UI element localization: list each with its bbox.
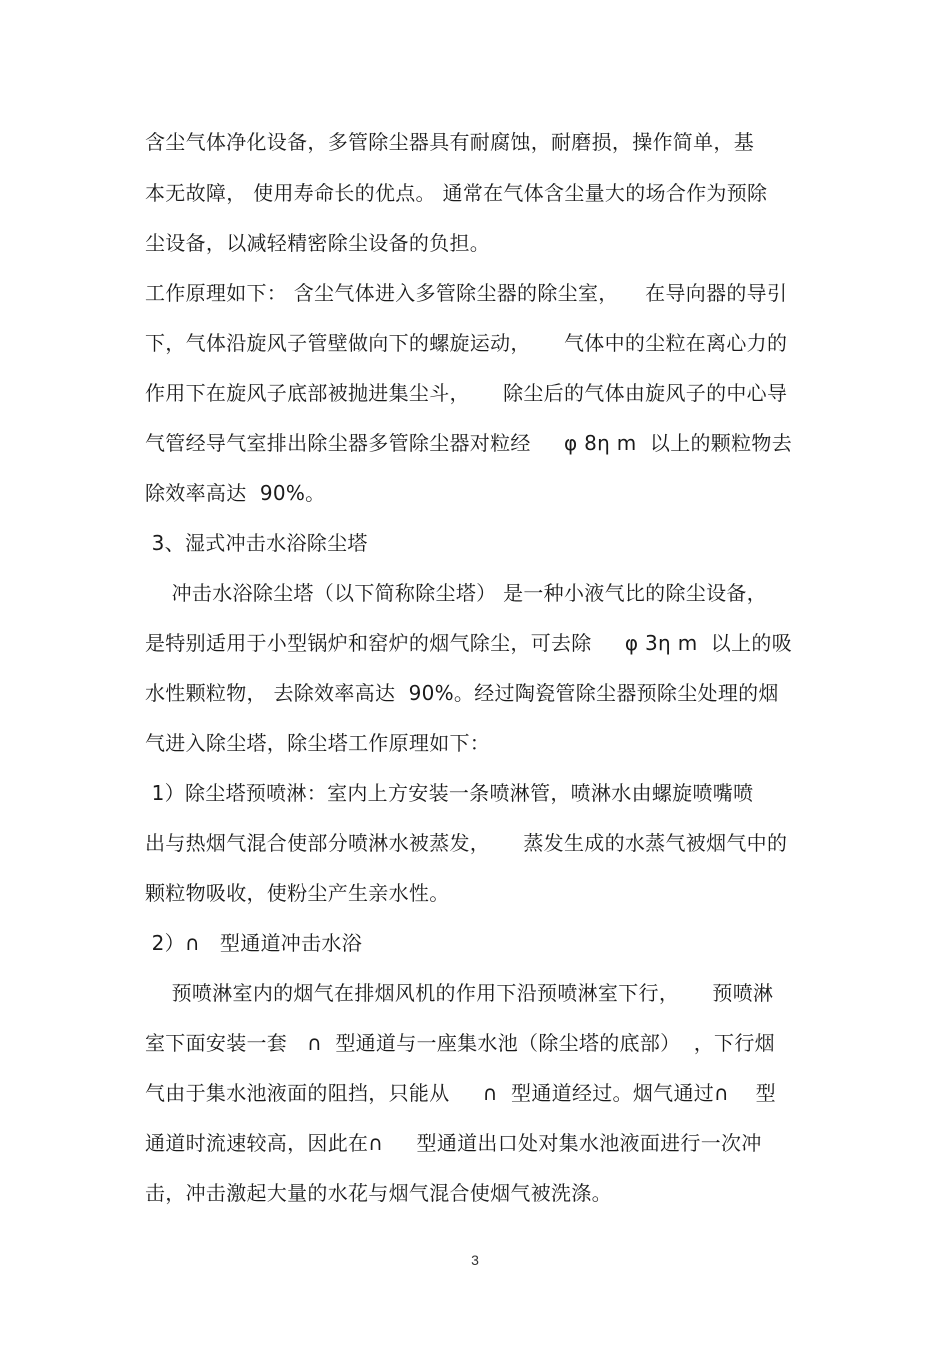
text-line: 含尘气体净化设备，多管除尘器具有耐腐蚀，耐磨损，操作简单，基 [145, 130, 754, 154]
list-item-heading: 2）∩ 型通道冲击水浴 [145, 931, 362, 955]
page-number: 3 [471, 1252, 479, 1268]
text-line: 工作原理如下： 含尘气体进入多管除尘器的除尘室， 在导向器的导引 [145, 281, 788, 305]
text-line: 出与热烟气混合使部分喷淋水被蒸发， 蒸发生成的水蒸气被烟气中的 [145, 831, 788, 855]
text-line: 除效率高达 90%。 [145, 481, 326, 505]
text-line: 冲击水浴除尘塔（以下简称除尘塔） 是一种小液气比的除尘设备， [145, 581, 767, 605]
text-line: 气由于集水池液面的阻挡，只能从 ∩ 型通道经过。烟气通过∩ 型 [145, 1081, 776, 1105]
list-item-heading: 1）除尘塔预喷淋：室内上方安装一条喷淋管，喷淋水由螺旋喷嘴喷 [145, 781, 754, 805]
text-line: 击，冲击激起大量的水花与烟气混合使烟气被洗涤。 [145, 1181, 612, 1205]
text-line: 本无故障， 使用寿命长的优点。 通常在气体含尘量大的场合作为预除 [145, 181, 768, 205]
text-line: 下，气体沿旋风子管壁做向下的螺旋运动， 气体中的尘粒在离心力的 [145, 331, 788, 355]
text-line: 室下面安装一套 ∩ 型通道与一座集水池（除尘塔的底部） ，下行烟 [145, 1031, 775, 1055]
text-line: 通道时流速较高，因此在∩ 型通道出口处对集水池液面进行一次冲 [145, 1131, 762, 1155]
text-line: 颗粒物吸收，使粉尘产生亲水性。 [145, 881, 450, 905]
text-line: 气管经导气室排出除尘器多管除尘器对粒经 φ 8η m 以上的颗粒物去 [145, 431, 792, 455]
text-line: 尘设备，以减轻精密除尘设备的负担。 [145, 231, 491, 255]
text-line: 气进入除尘塔，除尘塔工作原理如下： [145, 731, 491, 755]
text-line: 作用下在旋风子底部被抛进集尘斗， 除尘后的气体由旋风子的中心导 [145, 381, 788, 405]
text-line: 预喷淋室内的烟气在排烟风机的作用下沿预喷淋室下行， 预喷淋 [145, 981, 774, 1005]
text-line: 水性颗粒物， 去除效率高达 90%。经过陶瓷管除尘器预除尘处理的烟 [145, 681, 779, 705]
text-line: 是特别适用于小型锅炉和窑炉的烟气除尘，可去除 φ 3η m 以上的吸 [145, 631, 792, 655]
section-heading: 3、湿式冲击水浴除尘塔 [145, 531, 368, 555]
